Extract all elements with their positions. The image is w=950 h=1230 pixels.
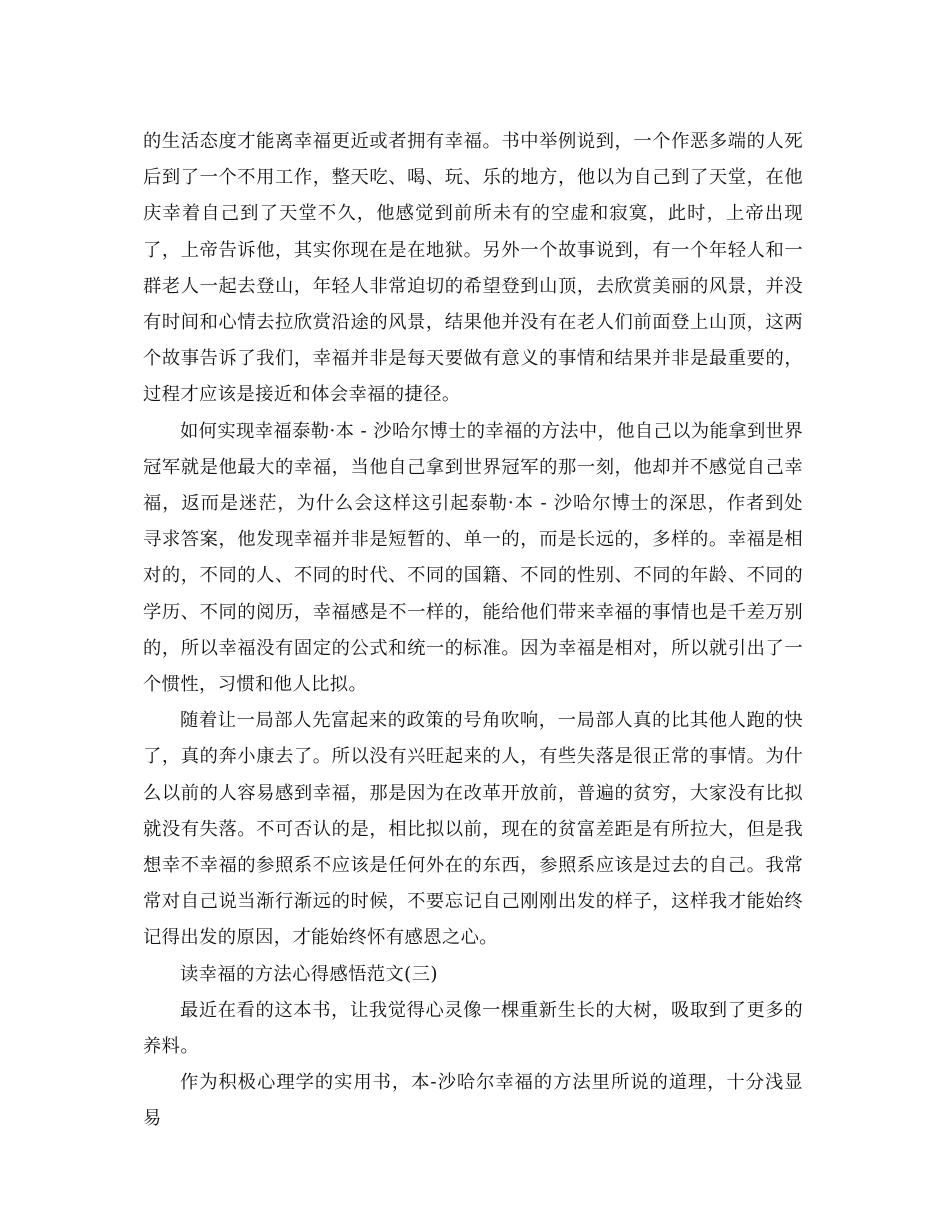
paragraph-5: 作为积极心理学的实用书，本-沙哈尔幸福的方法里所说的道理，十分浅显易 <box>143 1072 803 1130</box>
paragraph-2: 如何实现幸福泰勒·本 - 沙哈尔博士的幸福的方法中，他自己以为能拿到世界冠军就是他最大的幸福，当他自己拿到世界冠军的那一刻，他却并不感觉自己幸福，返而是迷茫，为什么会这样这引起泰勒·本 - 沙哈尔博士的深思，作者到处寻求答案，他发现幸福并非是短暂的、单一的，而是长远的，多样的。幸福是相对的，不同的人、不同的时代、不同的国籍、不同的性别、不同的年龄、不同的学历、不同的阅历，幸福感是不一样的，能给他们带来幸福的事情也是千差万别的，所以幸福没有固定的公式和统一的标准。因为幸福是相对，所以就引出了一个惯性，习惯和他人比拟。 <box>143 420 804 696</box>
paragraph-3: 随着让一局部人先富起来的政策的号角吹响，一局部人真的比其他人跑的快了，真的奔小康去了。所以没有兴旺起来的人，有些失落是很正常的事情。为什么以前的人容易感到幸福，那是因为在改革开放前，普遍的贫穷，大家没有比拟就没有失落。不可否认的是，相比拟以前，现在的贫富差距是有所拉大，但是我想幸不幸福的参照系不应该是任何外在的东西，参照系应该是过去的自己。我常常对自己说当渐行渐远的时候，不要忘记自己刚刚出发的样子，这样我才能始终记得出发的原因，才能始终怀有感恩之心。 <box>143 710 803 949</box>
document-body <box>143 124 803 1138</box>
paragraph-1: 的生活态度才能离幸福更近或者拥有幸福。书中举例说到，一个作恶多端的人死后到了一个不用工作，整天吃、喝、玩、乐的地方，他以为自己到了天堂，在他庆幸着自己到了天堂不久，他感觉到前所未有的空虚和寂寞，此时，上帝出现了，上帝告诉他，其实你现在是在地狱。另外一个故事说到，有一个年轻人和一群老人一起去登山，年轻人非常迫切的希望登到山顶，去欣赏美丽的风景，并没有时间和心情去拉欣赏沿途的风景，结果他并没有在老人们前面登上山顶，这两个故事告诉了我们，幸福并非是每天要做有意义的事情和结果并非是最重要的，过程才应该是接近和体会幸福的捷径。 <box>143 131 803 406</box>
paragraph-4: 最近在看的这本书，让我觉得心灵像一棵重新生长的大树，吸取到了更多的养料。 <box>143 999 803 1058</box>
section-heading: 读幸福的方法心得感悟范文(三) <box>180 963 438 985</box>
